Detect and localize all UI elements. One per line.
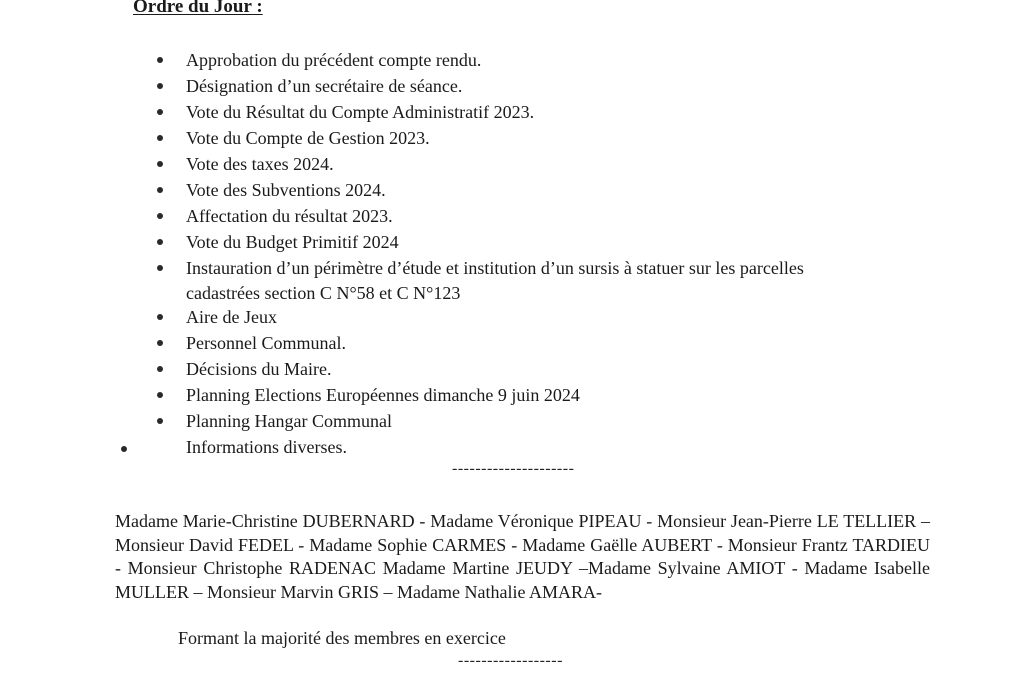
agenda-item: Planning Hangar Communal (186, 411, 392, 431)
bullet-icon (157, 57, 163, 63)
agenda-item: Vote des Subventions 2024. (186, 180, 386, 200)
bullet-icon (157, 135, 163, 141)
bullet-icon (157, 213, 163, 219)
separator-line: --------------------- (452, 460, 575, 477)
agenda-item: Désignation d’un secrétaire de séance. (186, 76, 463, 96)
bullet-icon (157, 366, 163, 372)
quorum-statement: Formant la majorité des membres en exercice (178, 628, 506, 648)
bullet-icon (157, 239, 163, 245)
agenda-item: Planning Elections Européennes dimanche 9 juin 2024 (186, 385, 580, 405)
bullet-icon (157, 83, 163, 89)
agenda-item: Personnel Communal. (186, 333, 346, 353)
bullet-icon (157, 418, 163, 424)
agenda-heading: Ordre du Jour : (133, 0, 263, 17)
bullet-icon (157, 392, 163, 398)
separator-line: ------------------ (458, 652, 563, 669)
agenda-item: Instauration d’un périmètre d’étude et institution d’un sursis à statuer sur les parcelles (186, 258, 804, 278)
bullet-icon (157, 340, 163, 346)
bullet-icon (157, 187, 163, 193)
bullet-icon (157, 265, 163, 271)
bullet-icon (157, 314, 163, 320)
agenda-item: Informations diverses. (186, 437, 347, 457)
agenda-item: Vote du Compte de Gestion 2023. (186, 128, 430, 148)
members-present-list: Madame Marie-Christine DUBERNARD - Madame Véronique PIPEAU - Monsieur Jean-Pierre LE TELLIER –Monsieur David FEDEL - Madame Sophie CARMES - Madame Gaëlle AUBERT - Monsieur Frantz TARDIEU - Monsieur Christophe RADENAC Madame Martine JEUDY –Madame Sylvaine AMIOT - Madame Isabelle MULLER – Monsieur Marvin GRIS – Madame Nathalie AMARA- (115, 511, 930, 602)
agenda-item: Affectation du résultat 2023. (186, 206, 393, 226)
agenda-item-continuation: cadastrées section C N°58 et C N°123 (186, 283, 461, 303)
agenda-item: Vote des taxes 2024. (186, 154, 334, 174)
bullet-icon (157, 161, 163, 167)
agenda-item: Vote du Résultat du Compte Administratif 2023. (186, 102, 535, 122)
bullet-icon (121, 446, 127, 452)
bullet-icon (157, 109, 163, 115)
agenda-item: Vote du Budget Primitif 2024 (186, 232, 399, 252)
agenda-item: Aire de Jeux (186, 307, 277, 327)
agenda-item: Approbation du précédent compte rendu. (186, 50, 482, 70)
agenda-item: Décisions du Maire. (186, 359, 332, 379)
